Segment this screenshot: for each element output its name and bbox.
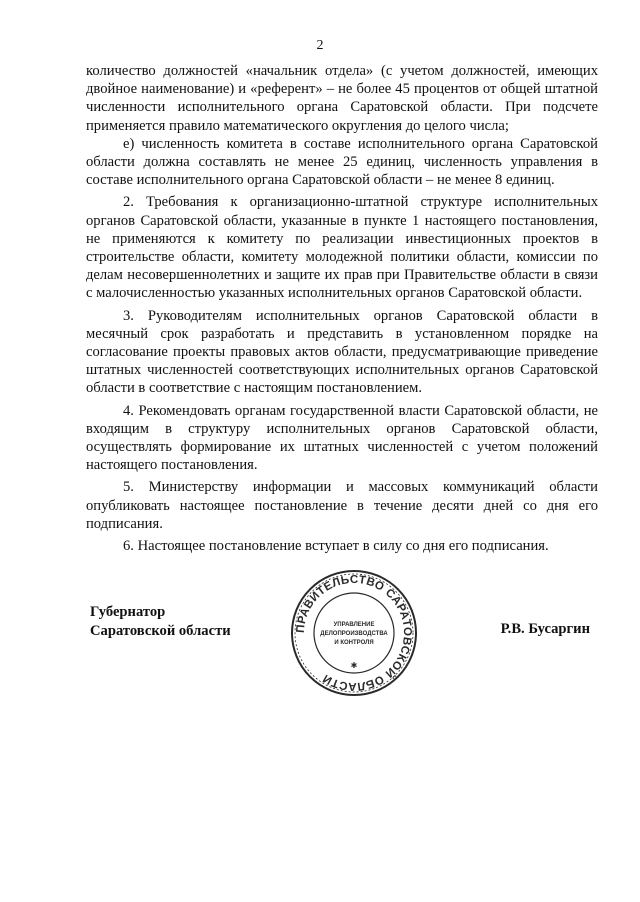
- official-seal: [289, 568, 419, 698]
- seal-inner-text: ДЕЛОПРОИЗВОДСТВА: [320, 631, 388, 637]
- page-number: 2: [316, 38, 324, 53]
- seal-outer-text: ПРАВИТЕЛЬСТВО САРАТОВСКОЙ ОБЛАСТИ: [294, 573, 414, 693]
- signature-title-line: Губернатор: [90, 604, 166, 620]
- signatory-name: Р.В. Бусаргин: [500, 621, 590, 637]
- paragraph: 4. Рекомендовать органам государственной власти Саратовской области, не входящим в структуру исполнительных органов Саратовской области, осуществлять формирование их штатных численностей с учетом положений настоящего постановления.: [86, 402, 598, 474]
- paragraph: 3. Руководителям исполнительных органов Саратовской области в месячный срок разработать и представить в установленном порядке на согласование проекты правовых актов области, предусматривающие приведение штатных численностей соответствующих исполнительных органов Саратовской области в соответствие с настоящим постановлением.: [86, 307, 598, 397]
- seal-inner-text: УПРАВЛЕНИЕ: [333, 622, 375, 628]
- signature-title-line: Саратовской области: [90, 623, 231, 639]
- seal-inner-text: И КОНТРОЛЯ: [334, 640, 374, 646]
- seal-graphic: [289, 568, 419, 698]
- paragraph: е) численность комитета в составе исполнительного органа Саратовской области должна составлять не менее 25 единиц, численность управления в составе исполнительного органа Саратовской области – не менее 8 единиц.: [86, 135, 598, 189]
- signature-title: [90, 603, 231, 641]
- paragraph: количество должностей «начальник отдела» (с учетом должностей, имеющих двойное наименование) и «референт» – не более 45 процентов от общей штатной численности исполнительного органа Саратовской области. При подсчете применяется правило математического округления до целого числа;: [86, 63, 598, 134]
- paragraph: 6. Настоящее постановление вступает в силу со дня его подписания.: [123, 538, 549, 555]
- document-body: [86, 62, 598, 555]
- seal-star-icon: ✱: [350, 661, 358, 670]
- paragraph: 2. Требования к организационно-штатной структуре исполнительных органов Саратовской области, указанные в пункте 1 настоящего постановления, не применяются к комитету по реализации инвестиционных проектов в строительстве области, комитету молодежной политики области, комиссии по делам несовершеннолетних и защите их прав при Правительстве области в связи с малочисленностью указанных исполнительных органов Саратовской области.: [86, 194, 598, 302]
- paragraph: 5. Министерству информации и массовых коммуникаций области опубликовать настоящее постановление в течение десяти дней со дня его подписания.: [86, 479, 598, 532]
